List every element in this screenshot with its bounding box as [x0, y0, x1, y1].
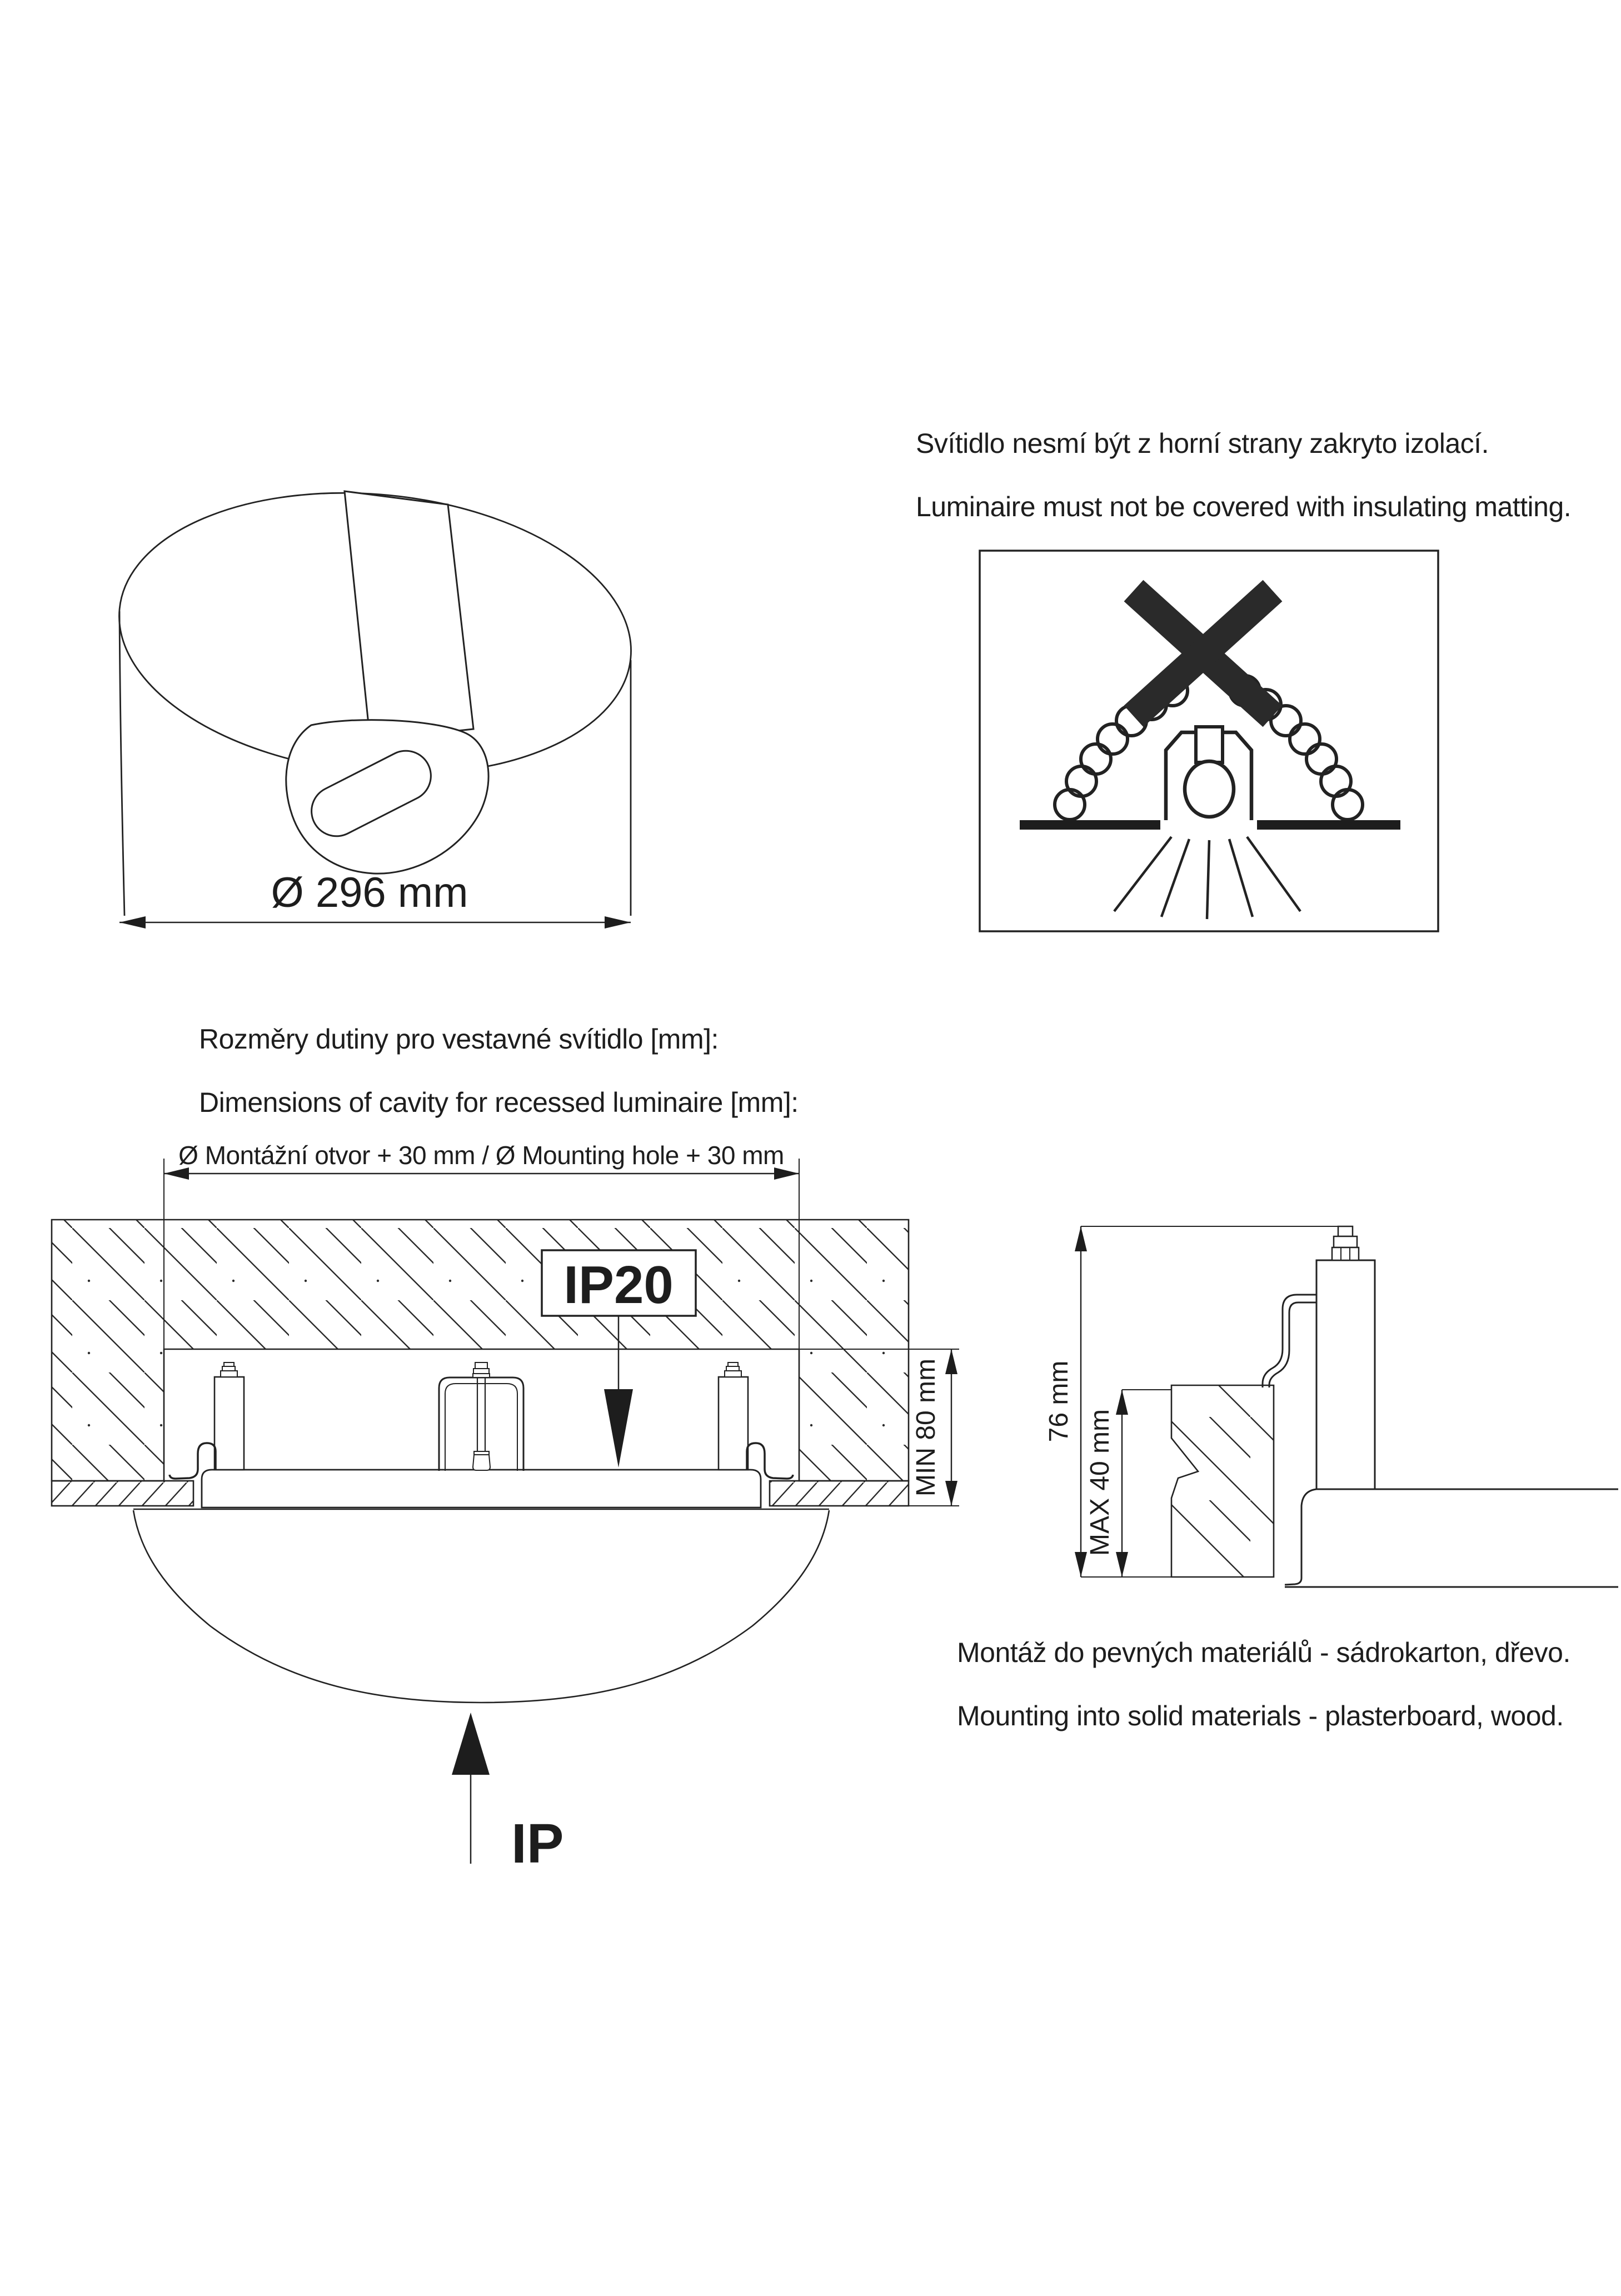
dim-arrow-left-icon — [164, 1167, 189, 1180]
diffuser-dome — [133, 1510, 829, 1703]
note-cavity-en: Dimensions of cavity for recessed luminaire [mm]: — [199, 1087, 799, 1118]
ceiling-bar-right — [1257, 820, 1400, 830]
recessed-lamp-icon — [1166, 727, 1251, 820]
dimension-hole-diameter — [119, 869, 631, 929]
prohibition-x-icon — [1134, 591, 1273, 716]
panel-spring-clip — [1263, 1295, 1316, 1387]
ip-label: IP — [511, 1813, 564, 1875]
stud-nut-icon — [725, 1371, 741, 1377]
note-insulation-en: Luminaire must not be covered with insulating matting. — [916, 491, 1572, 522]
luminaire-base-plate — [202, 1470, 761, 1508]
stud-nut-icon — [221, 1371, 237, 1377]
mounting-stud-right — [719, 1362, 748, 1470]
panel-thickness-label: MAX 40 mm — [1085, 1409, 1115, 1556]
housing-edge — [1316, 1226, 1375, 1489]
ip20-label: IP20 — [563, 1255, 674, 1315]
note-solid-en: Mounting into solid materials - plasterboard, wood. — [957, 1700, 1564, 1731]
note-solid-cs: Montáž do pevných materiálů - sádrokarton, dřevo. — [957, 1637, 1570, 1668]
dim-arrow-up-icon — [945, 1349, 957, 1374]
panel-block-hatched — [1171, 1385, 1274, 1577]
figure-mounting-hole — [83, 439, 672, 967]
figure-no-insulation-pictogram — [972, 542, 1450, 942]
housing-nut-icon — [1332, 1247, 1359, 1260]
note-insulation-cs: Svítidlo nesmí být z horní strany zakryto izolací. — [916, 428, 1489, 459]
ip-arrow-icon — [452, 1713, 490, 1775]
figure-mounting-detail — [1045, 1211, 1621, 1600]
ip20-callout — [542, 1250, 696, 1468]
cavity-depth-label: MIN 80 mm — [911, 1358, 941, 1497]
dim-arrow-left-icon — [119, 916, 146, 929]
ceiling-bar-left — [1020, 820, 1160, 830]
light-rays-icon — [1114, 837, 1300, 919]
mounting-stud-left — [215, 1362, 244, 1470]
figure-cavity-cross-section — [33, 1156, 989, 1889]
ip20-arrow-icon — [604, 1389, 633, 1468]
hole-diameter-label: Ø 296 mm — [271, 869, 468, 916]
dim-arrow-right-icon — [605, 916, 631, 929]
dimension-panel-thickness — [1085, 1390, 1171, 1577]
suspension-bracket — [439, 1362, 523, 1471]
mounting-strap — [286, 491, 488, 874]
plasterboard-left — [52, 1481, 193, 1506]
dim-arrow-right-icon — [774, 1167, 799, 1180]
caption-mounting-hole: Ø Montážní otvor + 30 mm / Ø Mounting hole + 30 mm — [178, 1141, 784, 1170]
ip-callout — [452, 1713, 563, 1875]
ceiling-structure-hatched — [52, 1220, 909, 1481]
luminaire-base-profile — [1285, 1489, 1618, 1587]
dim-arrow-down-icon — [945, 1481, 957, 1506]
plasterboard-right — [770, 1481, 909, 1506]
total-height-label: 76 mm — [1044, 1360, 1074, 1443]
bracket-nut-icon — [473, 1374, 490, 1377]
hole-wall-left — [119, 611, 124, 916]
note-cavity-cs: Rozměry dutiny pro vestavné svítidlo [mm]: — [199, 1024, 719, 1055]
